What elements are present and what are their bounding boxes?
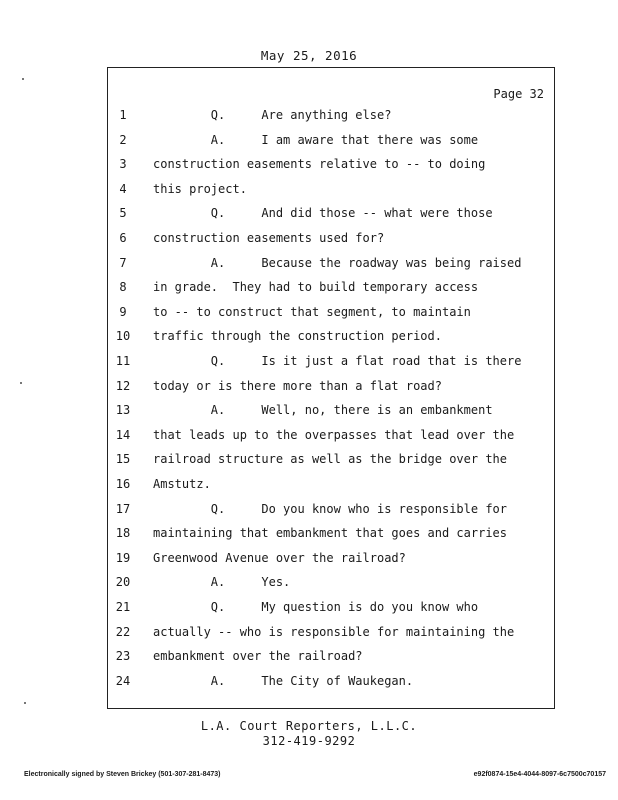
line-number: 20 <box>115 575 131 590</box>
line-number: 12 <box>115 378 131 393</box>
line-text: Q. Is it just a flat road that is there <box>153 354 522 368</box>
line-text: A. Because the roadway was being raised <box>153 255 522 270</box>
line-text: embankment over the railroad? <box>153 649 363 664</box>
line-number: 7 <box>119 255 127 270</box>
transcript-line <box>108 256 554 276</box>
line-text: Q. Are anything else? <box>153 108 392 122</box>
line-text: Greenwood Avenue over the railroad? <box>153 550 406 565</box>
line-number: 8 <box>119 280 127 295</box>
line-number: 19 <box>115 550 131 565</box>
line-number: 17 <box>115 501 131 516</box>
line-text: this project. <box>153 181 247 196</box>
line-text: actually -- who is responsible for maintaining the <box>153 624 515 639</box>
line-text: A. The City of Waukegan. <box>153 673 414 688</box>
transcript-line <box>108 231 554 251</box>
line-text: maintaining that embankment that goes and carries <box>153 526 508 541</box>
line-text: A. Well, no, there is an embankment <box>153 403 493 418</box>
transcript-line <box>108 403 554 423</box>
line-number: 2 <box>119 132 127 147</box>
line-number: 11 <box>115 354 131 368</box>
transcript-page-frame <box>107 67 555 709</box>
document-id: e92f0874-15e4-4044-8097-6c7500c70157 <box>473 771 606 778</box>
scan-speck <box>24 702 26 704</box>
transcript-line <box>108 600 554 620</box>
scan-speck <box>22 78 24 80</box>
line-number: 1 <box>119 108 127 122</box>
line-number: 24 <box>115 673 131 688</box>
transcript-line <box>108 477 554 497</box>
transcript-line <box>108 108 554 128</box>
electronic-signature: Electronically signed by Steven Brickey (501-307-281-8473) <box>24 771 221 778</box>
line-number: 10 <box>115 329 131 344</box>
line-text: that leads up to the overpasses that lead over the <box>153 427 515 442</box>
line-number: 13 <box>115 403 131 418</box>
line-number: 4 <box>119 181 127 196</box>
transcript-line <box>108 206 554 226</box>
scan-speck <box>20 382 22 384</box>
line-number: 3 <box>119 157 127 172</box>
line-text: A. Yes. <box>153 575 291 590</box>
transcript-line <box>108 649 554 669</box>
transcript-line <box>108 354 554 374</box>
line-number: 6 <box>119 231 127 245</box>
transcript-line <box>108 133 554 153</box>
line-number: 9 <box>119 304 127 319</box>
transcript-line <box>108 526 554 546</box>
line-number: 18 <box>115 526 131 541</box>
court-reporter-name: L.A. Court Reporters, L.L.C. <box>200 719 418 733</box>
transcript-date: May 25, 2016 <box>260 48 358 63</box>
transcript-line <box>108 428 554 448</box>
transcript-line <box>108 575 554 595</box>
line-text: in grade. They had to build temporary access <box>153 280 479 295</box>
court-reporter-phone: 312-419-9292 <box>262 734 356 748</box>
line-text: traffic through the construction period. <box>153 329 442 344</box>
transcript-line <box>108 452 554 472</box>
line-text: today or is there more than a flat road? <box>153 378 442 393</box>
line-text: Q. And did those -- what were those <box>153 206 493 221</box>
transcript-line <box>108 329 554 349</box>
line-text: construction easements relative to -- to doing <box>153 157 486 172</box>
line-text: Q. Do you know who is responsible for <box>153 501 508 516</box>
line-text: to -- to construct that segment, to maintain <box>153 304 471 319</box>
transcript-line <box>108 502 554 522</box>
line-number: 14 <box>115 427 131 442</box>
transcript-line <box>108 674 554 694</box>
transcript-line <box>108 280 554 300</box>
line-text: railroad structure as well as the bridge over the <box>153 452 508 467</box>
line-text: Q. My question is do you know who <box>153 600 479 614</box>
transcript-line <box>108 157 554 177</box>
transcript-line <box>108 182 554 202</box>
transcript-line <box>108 379 554 399</box>
line-number: 22 <box>115 624 131 639</box>
line-number: 23 <box>115 649 131 664</box>
line-text: A. I am aware that there was some <box>153 132 479 147</box>
line-number: 5 <box>119 206 127 221</box>
transcript-line <box>108 305 554 325</box>
line-text: construction easements used for? <box>153 231 385 245</box>
transcript-line <box>108 625 554 645</box>
line-number: 21 <box>115 600 131 614</box>
line-text: Amstutz. <box>153 477 211 491</box>
line-number: 16 <box>115 477 131 491</box>
transcript-line <box>108 551 554 571</box>
page-number: Page 32 <box>493 87 544 101</box>
line-number: 15 <box>115 452 131 467</box>
